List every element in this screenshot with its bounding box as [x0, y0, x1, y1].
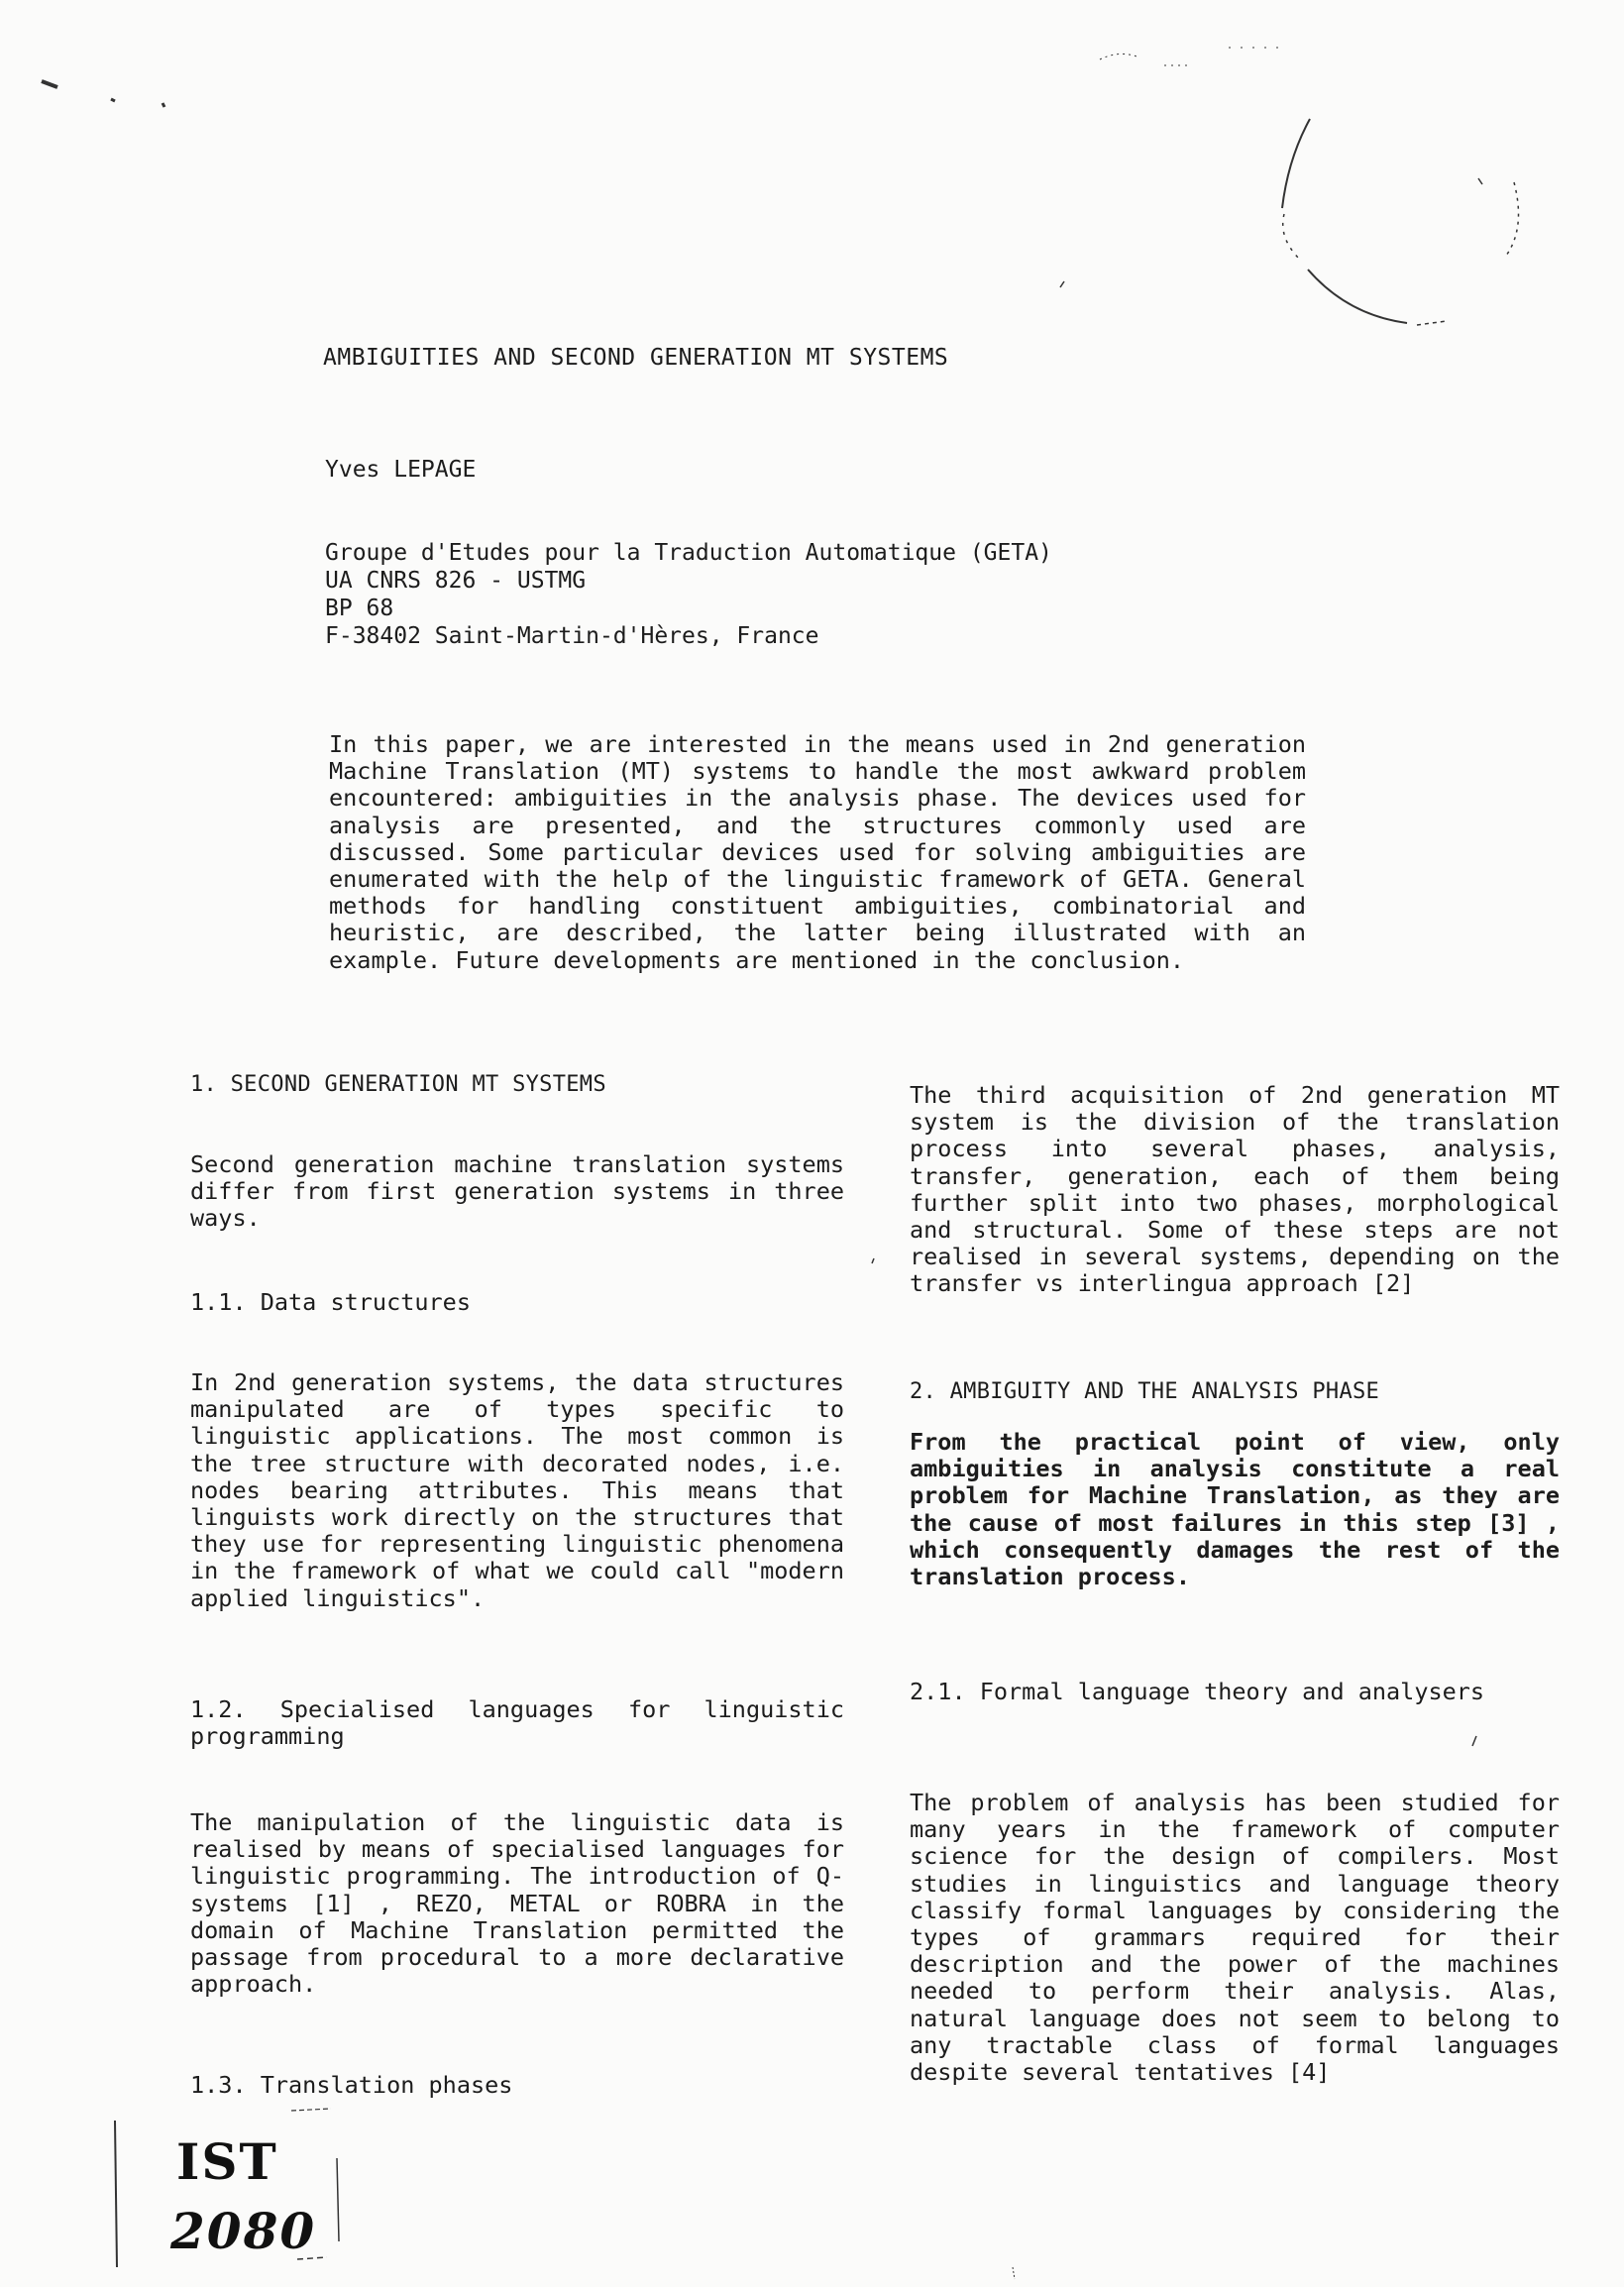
affiliation-line: BP 68 — [325, 596, 394, 621]
affiliation-line: UA CNRS 826 - USTMG — [325, 568, 587, 594]
affiliation-line: F-38402 Saint-Martin-d'Hères, France — [325, 623, 819, 649]
section-2-paragraph: From the practical point of view, only ambiguities in analysis constitute a real problem for Machine Translation, as they are the cause of most failures in this step [3] , which consequently damages the rest of the translation process. — [910, 1428, 1560, 1591]
affiliation-line: Groupe d'Etudes pour la Traduction Automatique (GETA) — [325, 540, 1052, 566]
section-1-1-paragraph: In 2nd generation systems, the data structures manipulated are of types specific to linguistic applications. The most common is the tree structure with decorated nodes, i.e. nodes bearing attributes. This means that linguists work directly on the structures that they use for representing linguistic phenomena in the framework of what we could call "modern applied linguistics". — [190, 1368, 844, 1612]
handwritten-note-line-1: IST — [176, 2132, 278, 2191]
affiliation-block — [325, 539, 1052, 650]
abstract: In this paper, we are interested in the means used in 2nd generation Machine Translation (MT) systems to handle the most awkward problem encountered: ambiguities in the analysis phase. The devices used for analysis are presented, and the structures commonly used are discussed. Some particular devices used for solving ambiguities are enumerated with the help of the linguistic framework of GETA. General methods for handling constituent ambiguities, combinatorial and heuristic, are described, the latter being illustrated with an example. Future developments are mentioned in the conclusion. — [329, 730, 1306, 974]
section-1-3-paragraph: The third acquisition of 2nd generation MT system is the division of the translation process into several phases, analysis, transfer, generation, each of them being further split into two phases, morphological and structural. Some of these steps are not realised in several systems, depending on the transfer vs interlingua approach [2] — [910, 1081, 1560, 1298]
section-1-heading: 1. SECOND GENERATION MT SYSTEMS — [190, 1072, 606, 1097]
section-1-1-heading: 1.1. Data structures — [190, 1288, 471, 1316]
section-1-3-heading: 1.3. Translation phases — [190, 2071, 513, 2099]
section-2-heading: 2. AMBIGUITY AND THE ANALYSIS PHASE — [910, 1379, 1380, 1404]
section-2-1-paragraph: The problem of analysis has been studied for many years in the framework of computer science for the design of compilers. Most studies in linguistics and language theory classify formal languages by considering the types of grammars required for their description and the power of the machines needed to perform their analysis. Alas, natural language does not seem to belong to any tractable class of formal languages despite several tentatives [4] — [910, 1789, 1560, 2087]
section-2-1-heading: 2.1. Formal language theory and analysers — [910, 1678, 1485, 1705]
section-1-2-heading: 1.2. Specialised languages for linguistic programming — [190, 1695, 844, 1751]
author-name: Yves LEPAGE — [325, 457, 477, 483]
section-1-paragraph: Second generation machine translation systems differ from first generation systems in three ways. — [190, 1150, 844, 1233]
handwritten-note-line-2: 2080 — [170, 2202, 317, 2260]
section-1-2-paragraph: The manipulation of the linguistic data is realised by means of specialised languages for linguistic programming. The introduction of Q-systems [1] , REZO, METAL or ROBRA in the domain of Machine Translation permitted the passage from procedural to a more declarative approach. — [190, 1808, 844, 1999]
paper-title: AMBIGUITIES AND SECOND GENERATION MT SYSTEMS — [323, 345, 949, 371]
